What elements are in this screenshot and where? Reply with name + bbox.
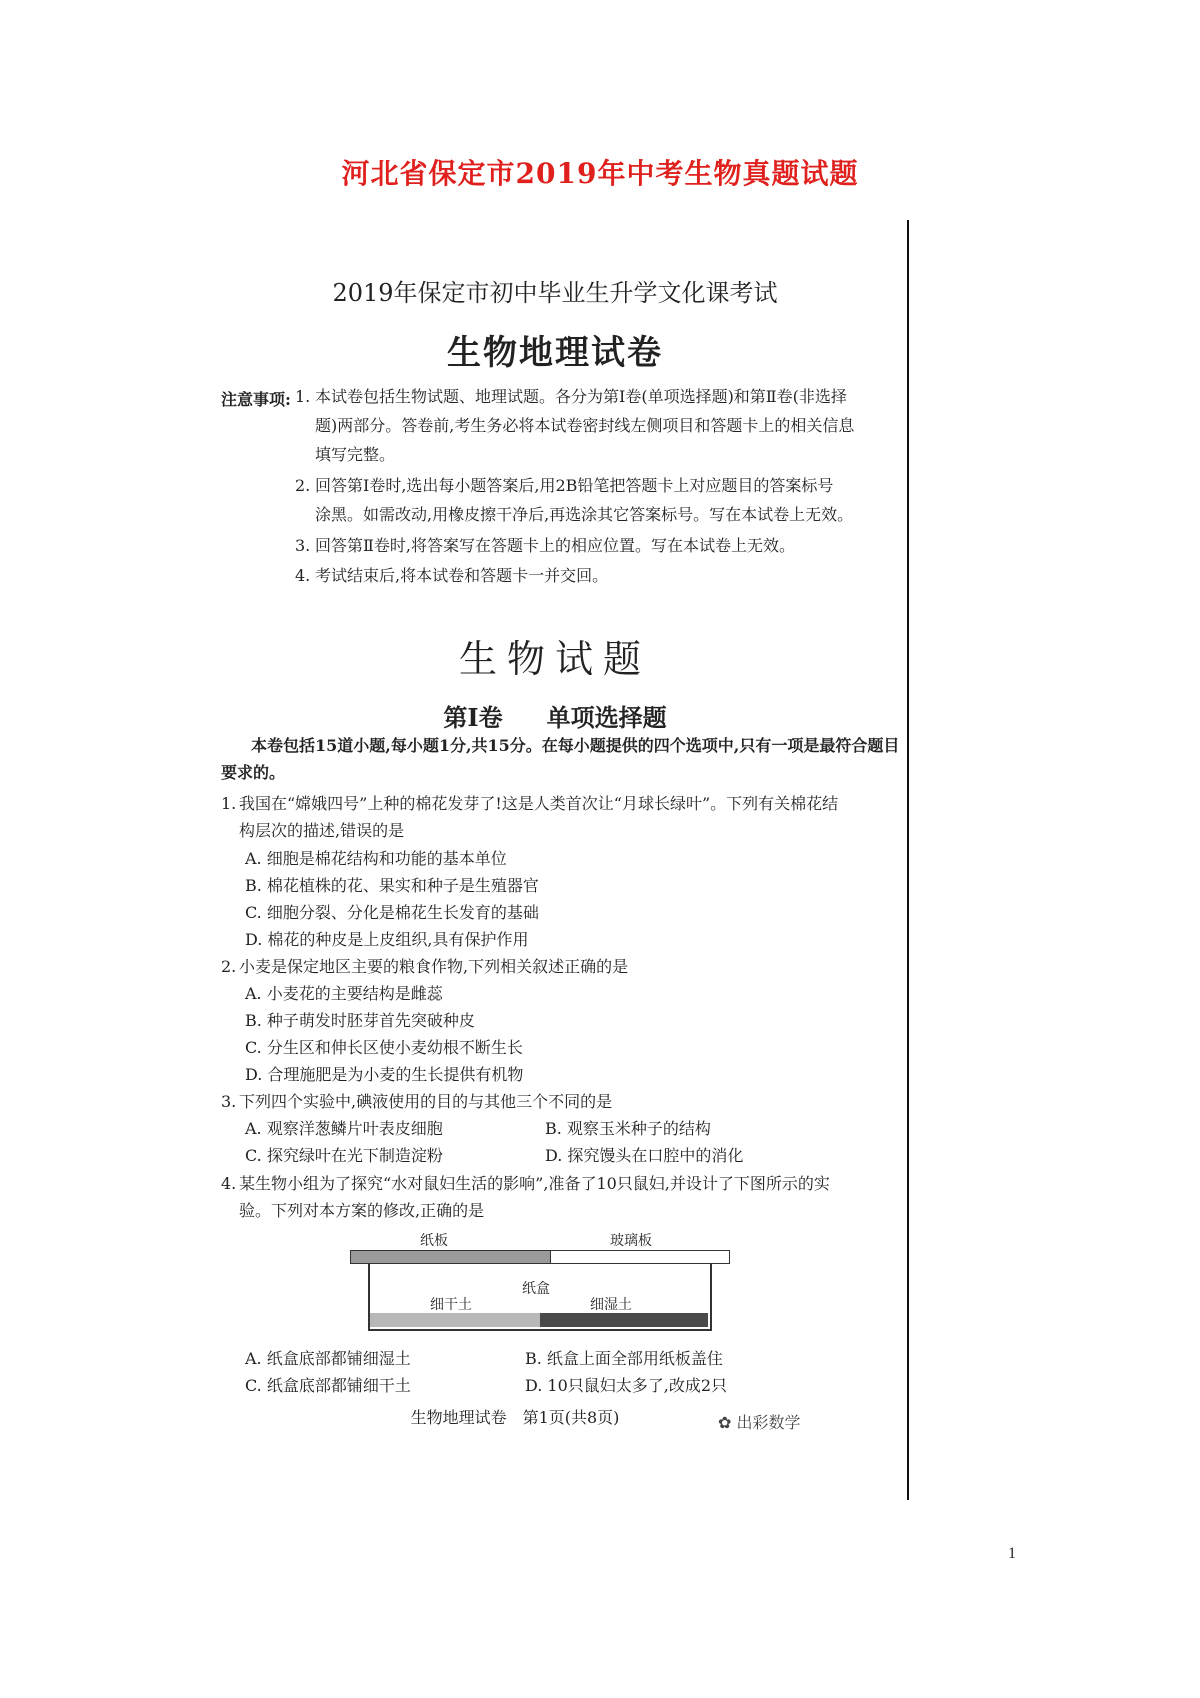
section-title: 生物试题 — [458, 637, 651, 681]
note-text: 填写完整。 — [315, 445, 396, 464]
option: D. 棉花的种皮是上皮组织,具有保护作用 — [245, 930, 529, 949]
document-title: 河北省保定市2019年中考生物真题试题 — [341, 157, 859, 190]
scanned-page — [205, 215, 905, 1505]
box-label: 纸盒 — [522, 1281, 550, 1297]
note-2 — [295, 471, 895, 529]
note-number: 2. — [295, 476, 311, 495]
question-4 — [221, 1170, 911, 1224]
wet-soil-label: 细湿土 — [590, 1297, 632, 1313]
note-text: 回答第Ⅰ卷时,选出每小题答案后,用2B铅笔把答题卡上对应题目的答案标号 — [315, 476, 834, 495]
note-text: 本试卷包括生物试题、地理试题。各分为第Ⅰ卷(单项选择题)和第Ⅱ卷(非选择 — [315, 387, 847, 406]
option: A. 观察洋葱鳞片叶表皮细胞 — [245, 1119, 443, 1138]
part-title — [205, 698, 905, 733]
volume-label: 第Ⅰ卷 — [443, 703, 503, 732]
option: A. 细胞是棉花结构和功能的基本单位 — [245, 849, 507, 868]
note-4 — [295, 561, 895, 590]
option: C. 纸盒底部都铺细干土 — [245, 1376, 411, 1395]
question-number: 3. — [221, 1092, 237, 1111]
question-number: 4. — [221, 1174, 237, 1193]
option: D. 合理施肥是为小麦的生长提供有机物 — [245, 1065, 524, 1084]
question-text: 小麦是保定地区主要的粮食作物,下列相关叙述正确的是 — [239, 957, 629, 976]
paperboard — [350, 1250, 552, 1264]
exam-title: 2019年保定市初中毕业生升学文化课考试 — [332, 279, 778, 307]
option: C. 细胞分裂、分化是棉花生长发育的基础 — [245, 903, 539, 922]
question-text: 验。下列对本方案的修改,正确的是 — [239, 1201, 485, 1220]
note-text: 题)两部分。答卷前,考生务必将本试卷密封线左侧项目和答题卡上的相关信息 — [315, 416, 855, 435]
page-number: 1 — [1008, 1545, 1016, 1562]
option: A. 纸盒底部都铺细湿土 — [245, 1349, 411, 1368]
option: C. 探究绿叶在光下制造淀粉 — [245, 1146, 443, 1165]
note-number: 3. — [295, 536, 311, 555]
page-footer: 生物地理试卷 第1页(共8页) — [410, 1408, 620, 1427]
notes-label: 注意事项: — [221, 390, 291, 409]
question-type: 单项选择题 — [546, 703, 667, 732]
paperboard-label: 纸板 — [420, 1233, 448, 1249]
note-text: 考试结束后,将本试卷和答题卡一并交回。 — [315, 566, 609, 585]
instructions: 本卷包括15道小题,每小题1分,共15分。在每小题提供的四个选项中,只有一项是最符合题目要求的。 — [221, 736, 900, 782]
note-number: 1. — [295, 387, 311, 406]
question-text: 某生物小组为了探究“水对鼠妇生活的影响”,准备了10只鼠妇,并设计了下图所示的实 — [239, 1174, 830, 1193]
note-1 — [295, 382, 895, 469]
question-2 — [221, 953, 911, 980]
note-text: 涂黑。如需改动,用橡皮擦干净后,再选涂其它答案标号。写在本试卷上无效。 — [315, 505, 854, 524]
note-text: 回答第Ⅱ卷时,将答案写在答题卡上的相应位置。写在本试卷上无效。 — [315, 536, 795, 555]
experiment-diagram — [350, 1230, 740, 1335]
question-text: 构层次的描述,错误的是 — [239, 821, 405, 840]
option: B. 观察玉米种子的结构 — [545, 1119, 711, 1138]
option: B. 纸盒上面全部用纸板盖住 — [525, 1349, 723, 1368]
watermark — [718, 1410, 801, 1433]
dry-soil — [370, 1313, 540, 1327]
wet-soil — [540, 1313, 708, 1327]
option: C. 分生区和伸长区使小麦幼根不断生长 — [245, 1038, 523, 1057]
option: B. 种子萌发时胚芽首先突破种皮 — [245, 1011, 475, 1030]
option: D. 探究馒头在口腔中的消化 — [545, 1146, 744, 1165]
question-3 — [221, 1088, 911, 1115]
watermark-text: 出彩数学 — [736, 1413, 801, 1432]
option: B. 棉花植株的花、果实和种子是生殖器官 — [245, 876, 539, 895]
question-text: 我国在“嫦娥四号”上种的棉花发芽了!这是人类首次让“月球长绿叶”。下列有关棉花结 — [239, 794, 839, 813]
glassboard-label: 玻璃板 — [610, 1233, 652, 1249]
paper-title: 生物地理试卷 — [447, 333, 663, 373]
option: D. 10只鼠妇太多了,改成2只 — [525, 1376, 728, 1395]
question-1 — [221, 790, 911, 844]
note-number: 4. — [295, 566, 311, 585]
wechat-icon: ✿ — [718, 1413, 732, 1432]
question-number: 1. — [221, 794, 237, 813]
glassboard — [550, 1250, 730, 1264]
option: A. 小麦花的主要结构是雌蕊 — [245, 984, 443, 1003]
note-3 — [295, 531, 895, 560]
question-text: 下列四个实验中,碘液使用的目的与其他三个不同的是 — [239, 1092, 613, 1111]
dry-soil-label: 细干土 — [430, 1297, 472, 1313]
vertical-rule — [907, 220, 909, 1500]
question-number: 2. — [221, 957, 237, 976]
